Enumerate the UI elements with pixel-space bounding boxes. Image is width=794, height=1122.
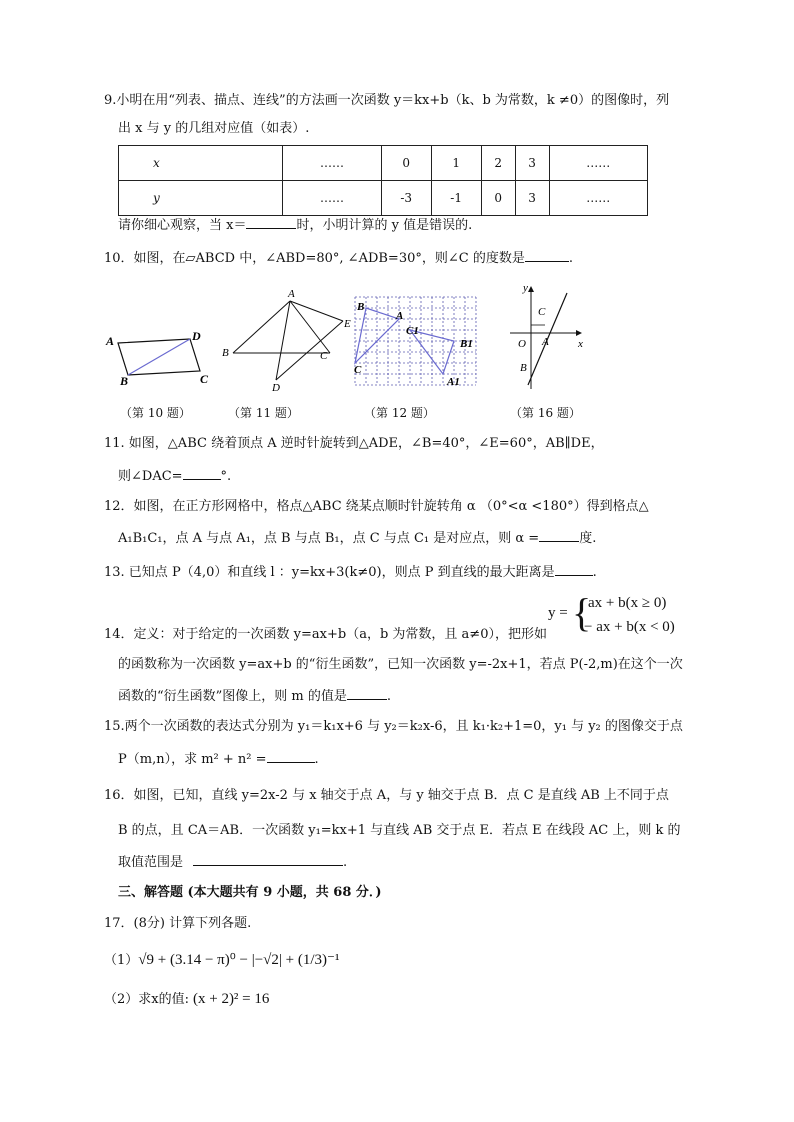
table-cell: …… [283, 146, 381, 181]
q12-line2: A₁B₁C₁，点 A 与点 A₁，点 B 与点 B₁，点 C 与点 C₁ 是对应点，则 α = 度. [118, 531, 597, 546]
fig12-label: A [396, 310, 404, 322]
table-row [119, 181, 648, 216]
values-table [118, 145, 648, 216]
answer-blank [246, 216, 296, 229]
table-cell: …… [283, 181, 381, 216]
piecewise-case-1: ax + b(x ≥ 0) [588, 595, 667, 611]
fig16-label: A [542, 336, 549, 348]
table-cell: y [119, 181, 283, 216]
answer-blank [555, 563, 593, 576]
table-cell: x [119, 146, 283, 181]
q12-line1: 12．如图，在正方形网格中，格点△ABC 绕某点顺时针旋转角 α （0°<α <180°）得到格点△ [104, 499, 649, 514]
fig16-label: C [538, 306, 546, 318]
q15-line1: 15.两个一次函数的表达式分别为 y₁＝k₁x+6 与 y₂＝k₂x-6，且 k₁·k₂+1=0，y₁ 与 y₂ 的图像交于点 [104, 719, 683, 734]
fig16-label: x [578, 338, 583, 350]
fig10-label: B [120, 374, 129, 388]
answer-blank [183, 467, 221, 480]
figure-caption: （第 11 题） [228, 406, 299, 420]
table-cell: 0 [381, 146, 431, 181]
q11-line1: 11. 如图，△ABC 绕着顶点 A 逆时针旋转到△ADE，∠B=40°，∠E=60°，AB∥DE， [104, 436, 604, 451]
figure-caption: （第 16 题） [510, 406, 581, 420]
table-cell: 3 [515, 146, 549, 181]
fig12-label: C1 [406, 325, 419, 337]
table-row [119, 146, 648, 181]
formula-1: √9 + (3.14 − π)⁰ − |−√2| + (1/3)⁻¹ [138, 952, 340, 968]
q11-line2: 则∠DAC= °. [118, 469, 232, 484]
answer-blank [267, 750, 315, 763]
figure-caption: （第 10 题） [120, 406, 191, 420]
q14-line3: 函数的“衍生函数”图像上，则 m 的值是 . [118, 689, 392, 704]
fig11-label: D [272, 382, 280, 394]
table-cell: …… [549, 146, 647, 181]
table-cell: -3 [381, 181, 431, 216]
table-cell: …… [549, 181, 647, 216]
formula-2: (x + 2)² = 16 [192, 991, 270, 1007]
fig16-label: B [520, 362, 527, 374]
answer-blank [525, 249, 569, 262]
q13-text: 13. 已知点 P（4,0）和直线 l ：y=kx+3(k≠0)，则点 P 到直线的最大距离是 . [104, 565, 597, 580]
figure-10 [105, 329, 209, 388]
fig11-label: C [320, 350, 328, 362]
table-cell: 3 [515, 181, 549, 216]
fig12-label: B1 [460, 338, 473, 350]
figure-12 [354, 297, 476, 388]
table-cell: 1 [431, 146, 481, 181]
answer-blank [539, 529, 579, 542]
fig16-label: O [518, 338, 526, 350]
fig10-label: D [192, 329, 201, 343]
q15-line2: P（m,n），求 m² + n² = . [118, 752, 319, 767]
q10-text: 10．如图，在▱ABCD 中，∠ABD=80°, ∠ADB=30°，则∠C 的度数是 . [104, 251, 573, 266]
answer-blank [193, 853, 343, 866]
fig11-label: E [344, 318, 351, 330]
q16-line3: 取值范围是 . [118, 855, 348, 870]
piecewise-lhs: y = [548, 605, 568, 621]
q14-line2: 的函数称为一次函数 y=ax+b 的“衍生函数”，已知一次函数 y=-2x+1，若点 P(-2,m)在这个一次 [118, 657, 683, 672]
figure-16 [510, 285, 583, 389]
fig10-label: A [106, 334, 115, 348]
fig10-label: C [200, 372, 209, 386]
fig12-label: B [357, 301, 365, 313]
answer-blank [347, 687, 387, 700]
fig16-label: y [523, 285, 528, 294]
piecewise-brace: { [572, 590, 592, 635]
fig11-label: B [222, 347, 229, 359]
figures-row [100, 285, 594, 395]
q14-line1: 14．定义：对于给定的一次函数 y=ax+b（a，b 为常数，且 a≠0），把形如 [104, 627, 547, 642]
q17-part1: （1）√9 + (3.14 − π)⁰ − |−√2| + (1/3)⁻¹ [104, 952, 340, 968]
q17-part2: （2）求x的值: (x + 2)² = 16 [104, 991, 270, 1007]
section-heading: 三、解答题 (本大题共有 9 小题，共 68 分．) [118, 885, 382, 900]
fig11-label: A [288, 288, 295, 300]
table-cell: -1 [431, 181, 481, 216]
q16-line1: 16．如图，已知，直线 y=2x-2 与 x 轴交于点 A，与 y 轴交于点 B．点 C 是直线 AB 上不同于点 [104, 788, 669, 803]
q9-line1: 9.小明在用“列表、描点、连线”的方法画一次函数 y＝kx+b（k、b 为常数，k ≠0）的图像时，列 [104, 93, 670, 108]
figure-11 [222, 288, 351, 394]
fig12-label: A1 [447, 376, 460, 388]
q17-title: 17．(8分) 计算下列各题. [104, 916, 252, 931]
table-cell: 0 [481, 181, 515, 216]
piecewise-case-2: − ax + b(x < 0) [584, 619, 675, 635]
q9-line2: 出 x 与 y 的几组对应值（如表）. [118, 121, 310, 136]
q16-line2: B 的点，且 CA＝AB．一次函数 y₁=kx+1 与直线 AB 交于点 E．若点 E 在线段 AC 上，则 k 的 [118, 823, 681, 838]
figure-caption: （第 12 题） [364, 406, 435, 420]
fig12-label: C [354, 364, 362, 376]
table-cell: 2 [481, 146, 515, 181]
q9-line3: 请你细心观察，当 x＝ 时，小明计算的 y 值是错误的. [118, 218, 473, 233]
